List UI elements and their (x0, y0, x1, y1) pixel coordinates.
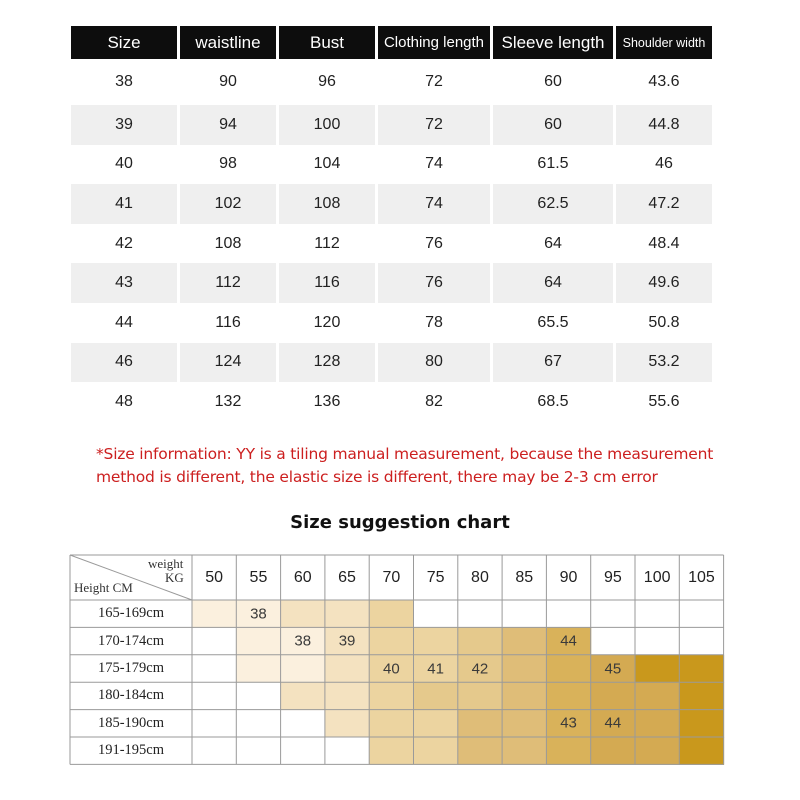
header-size: Size (71, 26, 177, 59)
table-cell: 104 (279, 145, 375, 185)
table-cell: 40 (71, 145, 177, 185)
size-suggestion-label: 38 (294, 632, 312, 650)
height-row-label: 185-190cm (97, 714, 165, 731)
size-region-43-cell (546, 655, 591, 683)
size-suggestion-label: 44 (560, 632, 577, 650)
height-row-label: 180-184cm (97, 687, 165, 704)
height-row-label: 165-169cm (97, 605, 165, 622)
size-region-42-cell (458, 737, 503, 765)
table-cell: 116 (180, 303, 276, 343)
size-region-39-cell (325, 682, 370, 710)
weight-header: 65 (338, 568, 356, 586)
table-cell: 64 (493, 224, 613, 264)
table-cell: 76 (378, 263, 490, 303)
size-suggestion-label: 44 (604, 714, 622, 732)
size-region-40-cell (414, 710, 459, 738)
table-cell: 61.5 (493, 145, 613, 185)
weight-header: 55 (249, 568, 268, 586)
weight-header: 100 (643, 568, 671, 586)
table-cell: 44.8 (616, 105, 712, 145)
table-cell: 136 (279, 382, 375, 422)
table-cell: 55.6 (616, 382, 712, 422)
weight-header: 80 (471, 568, 489, 586)
size-region-40-cell (369, 737, 414, 765)
size-suggestion-label: 42 (471, 660, 489, 677)
size-region-45-cell (679, 737, 724, 765)
size-region-44-cell (635, 710, 680, 738)
table-cell: 74 (378, 145, 490, 185)
table-cell: 78 (378, 303, 490, 343)
size-suggestion-label: 38 (250, 605, 267, 623)
table-cell: 49.6 (616, 263, 712, 303)
size-note-line-1: *Size information: YY is a tiling manual measurement, because the measurement (96, 445, 714, 463)
table-cell: 42 (71, 224, 177, 264)
size-region-40-cell (369, 710, 414, 738)
size-region-41-cell (458, 627, 503, 655)
table-cell: 96 (279, 59, 375, 105)
size-region-39-cell (325, 655, 370, 683)
table-cell: 64 (493, 263, 613, 303)
table-cell: 72 (378, 59, 490, 105)
size-region-45-cell (679, 710, 724, 738)
table-cell: 108 (180, 224, 276, 264)
weight-header: 95 (603, 568, 622, 586)
header-waistline: waistline (180, 26, 276, 59)
size-region-43-cell (546, 682, 591, 710)
size-region-40-cell (369, 682, 414, 710)
table-cell: 43.6 (616, 59, 712, 105)
table-cell: 132 (180, 382, 276, 422)
table-cell: 116 (279, 263, 375, 303)
weight-header: 75 (426, 568, 445, 586)
size-suggestion-label: 45 (604, 660, 622, 677)
table-cell: 68.5 (493, 382, 613, 422)
table-cell: 74 (378, 184, 490, 224)
table-cell: 50.8 (616, 303, 712, 343)
height-row-label: 191-195cm (97, 742, 165, 759)
header-sleeve-length: Sleeve length (493, 26, 613, 59)
size-region-43-cell (546, 737, 591, 765)
weight-header: 105 (688, 568, 715, 586)
weight-header: 90 (559, 568, 578, 586)
table-cell: 72 (378, 105, 490, 145)
table-cell: 100 (279, 105, 375, 145)
size-region-42-cell (502, 655, 547, 683)
size-note-line-2: method is different, the elastic size is different, there may be 2-3 cm error (96, 468, 658, 486)
suggestion-chart-title: Size suggestion chart (290, 512, 510, 533)
table-cell: 60 (493, 59, 613, 105)
size-region-40-cell (369, 627, 414, 655)
size-region-38-cell (192, 600, 237, 628)
size-region-42-cell (502, 682, 547, 710)
table-cell: 102 (180, 184, 276, 224)
table-cell: 90 (180, 59, 276, 105)
weight-header: 70 (382, 568, 401, 586)
height-row-label: 170-174cm (97, 632, 165, 649)
size-region-40-cell (414, 627, 459, 655)
size-suggestion-label: 40 (383, 660, 400, 677)
size-region-38-cell (236, 655, 281, 683)
table-cell: 80 (378, 343, 490, 383)
size-region-42-cell (502, 627, 547, 655)
corner-weight-label: weight (148, 556, 184, 571)
table-cell: 46 (71, 343, 177, 383)
weight-header: 60 (293, 568, 312, 586)
size-region-41-cell (414, 682, 459, 710)
table-cell: 60 (493, 105, 613, 145)
table-cell: 48 (71, 382, 177, 422)
table-cell: 98 (180, 145, 276, 185)
size-region-44-cell (591, 682, 636, 710)
size-region-42-cell (502, 710, 547, 738)
size-region-39-cell (281, 682, 326, 710)
weight-header: 85 (515, 568, 534, 586)
table-cell: 48.4 (616, 224, 712, 264)
height-row-label: 175-179cm (97, 659, 165, 676)
table-cell: 38 (71, 59, 177, 105)
size-suggestion-label: 41 (427, 660, 444, 677)
size-region-42-cell (502, 737, 547, 765)
table-cell: 120 (279, 303, 375, 343)
table-cell: 124 (180, 343, 276, 383)
size-region-38-cell (281, 655, 326, 683)
weight-header: 50 (205, 568, 224, 586)
size-region-41-cell (458, 682, 503, 710)
table-cell: 94 (180, 105, 276, 145)
size-region-45-cell (635, 655, 680, 683)
size-region-44-cell (635, 737, 680, 765)
size-region-39-cell (325, 710, 370, 738)
table-cell: 128 (279, 343, 375, 383)
size-region-39-cell (325, 600, 370, 628)
size-region-44-cell (591, 737, 636, 765)
corner-weight-unit: KG (165, 570, 184, 585)
size-region-45-cell (679, 655, 724, 683)
table-cell: 44 (71, 303, 177, 343)
table-cell: 67 (493, 343, 613, 383)
table-cell: 53.2 (616, 343, 712, 383)
size-region-38-cell (236, 627, 281, 655)
table-cell: 76 (378, 224, 490, 264)
size-region-39-cell (281, 600, 326, 628)
size-region-40-cell (369, 600, 414, 628)
table-cell: 46 (616, 145, 712, 185)
table-cell: 47.2 (616, 184, 712, 224)
size-region-40-cell (414, 737, 459, 765)
size-suggestion-label: 43 (560, 714, 577, 732)
table-cell: 108 (279, 184, 375, 224)
table-cell: 112 (180, 263, 276, 303)
table-cell: 43 (71, 263, 177, 303)
size-region-45-cell (679, 682, 724, 710)
table-cell: 65.5 (493, 303, 613, 343)
corner-height-label: Height CM (74, 580, 133, 595)
table-cell: 82 (378, 382, 490, 422)
size-suggestion-label: 39 (338, 632, 356, 650)
header-shoulder-width: Shoulder width (616, 26, 712, 59)
table-cell: 41 (71, 184, 177, 224)
header-clothing-length: Clothing length (378, 26, 490, 59)
table-cell: 62.5 (493, 184, 613, 224)
size-region-42-cell (458, 710, 503, 738)
header-bust: Bust (279, 26, 375, 59)
table-cell: 39 (71, 105, 177, 145)
size-region-44-cell (635, 682, 680, 710)
table-cell: 112 (279, 224, 375, 264)
